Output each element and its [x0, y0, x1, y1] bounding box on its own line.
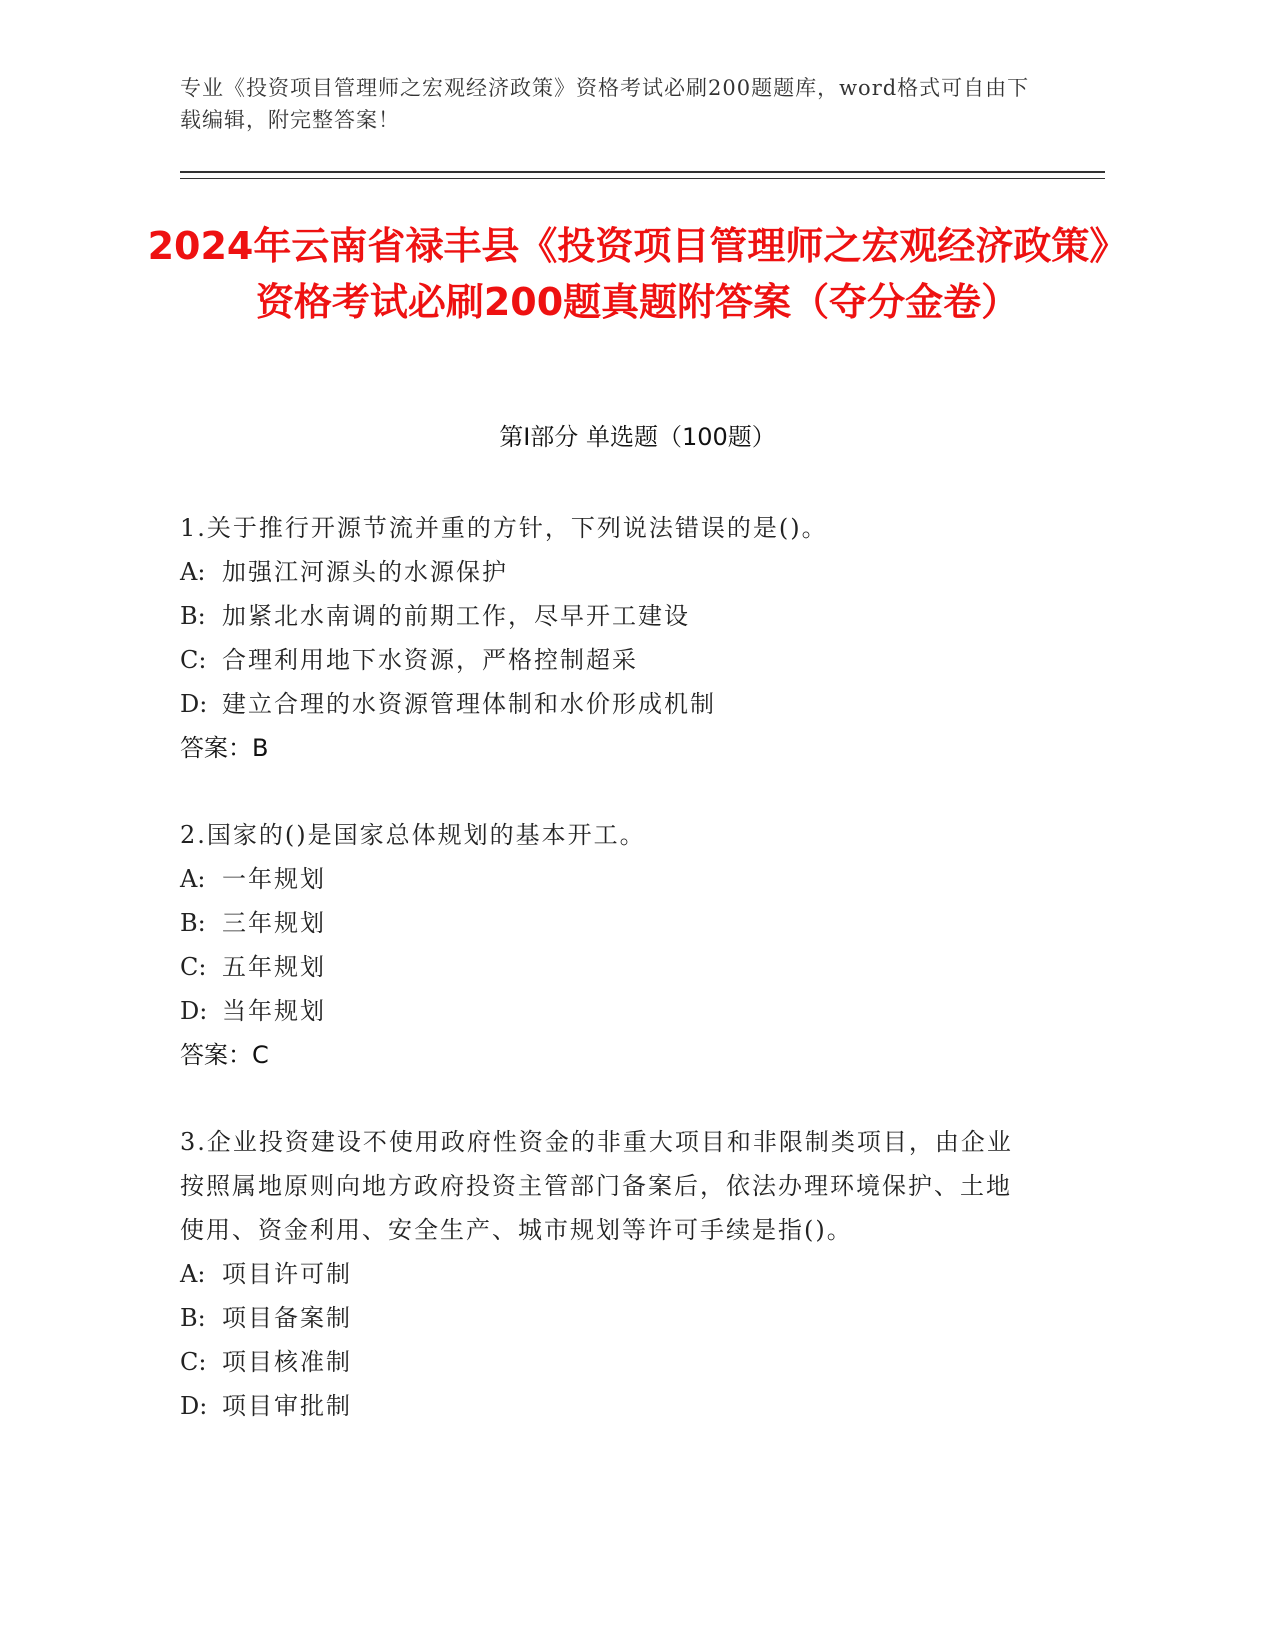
- option-letter: D:: [180, 997, 208, 1025]
- question-spacer: [180, 1077, 1030, 1120]
- option-text: 项目审批制: [222, 1392, 352, 1420]
- option-letter: A:: [180, 865, 206, 893]
- option-text: 项目备案制: [222, 1304, 352, 1332]
- option-text: 建立合理的水资源管理体制和水价形成机制: [222, 690, 716, 718]
- option-d: [180, 1384, 1030, 1428]
- option-b: [180, 594, 1030, 638]
- option-letter: B:: [180, 602, 206, 630]
- option-text: 项目许可制: [222, 1260, 352, 1288]
- answer-text: 答案：B: [180, 734, 269, 762]
- option-a: [180, 857, 1030, 901]
- option-text: 当年规划: [222, 997, 326, 1025]
- option-text: 三年规划: [222, 909, 326, 937]
- option-a: [180, 550, 1030, 594]
- answer-text: 答案：C: [180, 1041, 269, 1069]
- header-divider-thin: [180, 178, 1105, 179]
- option-d: [180, 989, 1030, 1033]
- option-c: [180, 945, 1030, 989]
- option-text: 加紧北水南调的前期工作，尽早开工建设: [222, 602, 690, 630]
- intro-text: 专业《投资项目管理师之宏观经济政策》资格考试必刷200题题库，word格式可自由下载编辑，附完整答案！: [180, 76, 1030, 132]
- question-text: 3.企业投资建设不使用政府性资金的非重大项目和非限制类项目，由企业按照属地原则向地方政府投资主管部门备案后，依法办理环境保护、土地使用、资金利用、安全生产、城市规划等许可手续是指()。: [180, 1128, 1013, 1244]
- question-text: 2.国家的()是国家总体规划的基本开工。: [180, 821, 646, 849]
- option-d: [180, 682, 1030, 726]
- page-title: 2024年云南省禄丰县《投资项目管理师之宏观经济政策》资格考试必刷200题真题附答案（夺分金卷）: [147, 224, 1128, 324]
- option-text: 五年规划: [222, 953, 326, 981]
- option-letter: B:: [180, 1304, 206, 1332]
- option-text: 合理利用地下水资源，严格控制超采: [222, 646, 638, 674]
- option-b: [180, 901, 1030, 945]
- option-text: 一年规划: [222, 865, 326, 893]
- header-divider-thick: [180, 171, 1105, 173]
- option-letter: C:: [180, 953, 207, 981]
- option-text: 加强江河源头的水源保护: [222, 558, 508, 586]
- option-letter: D:: [180, 1392, 208, 1420]
- option-text: 项目核准制: [222, 1348, 352, 1376]
- question-text: 1.关于推行开源节流并重的方针，下列说法错误的是()。: [180, 514, 828, 542]
- question-list: [180, 506, 1030, 1428]
- question-3: [180, 1120, 1030, 1428]
- question-2: [180, 813, 1030, 1077]
- option-letter: B:: [180, 909, 206, 937]
- question-1: [180, 506, 1030, 770]
- option-b: [180, 1296, 1030, 1340]
- question-spacer: [180, 770, 1030, 813]
- option-c: [180, 1340, 1030, 1384]
- option-letter: C:: [180, 1348, 207, 1376]
- option-letter: D:: [180, 690, 208, 718]
- option-a: [180, 1252, 1030, 1296]
- option-letter: C:: [180, 646, 207, 674]
- option-c: [180, 638, 1030, 682]
- option-letter: A:: [180, 558, 206, 586]
- option-letter: A:: [180, 1260, 206, 1288]
- section-title: 第Ⅰ部分 单选题（100题）: [499, 423, 776, 451]
